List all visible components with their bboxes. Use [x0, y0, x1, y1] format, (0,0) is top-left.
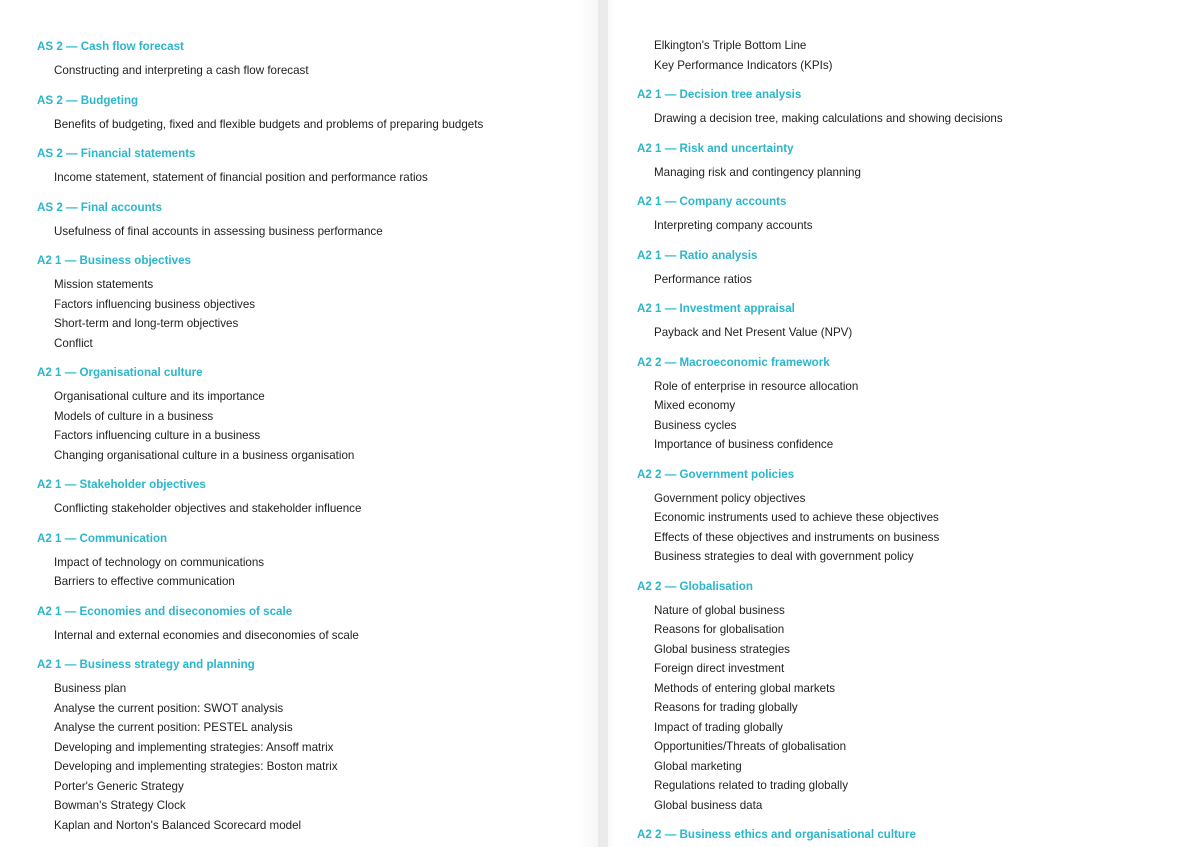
topic-item: Payback and Net Present Value (NPV)	[654, 326, 853, 339]
section-heading: A2 1 — Business strategy and planning	[37, 658, 255, 671]
topic-section	[637, 142, 1200, 183]
topic-list	[637, 489, 1200, 567]
section-heading: A2 2 — Globalisation	[637, 579, 753, 593]
section-heading: A2 1 — Business objectives	[37, 254, 192, 267]
section-heading: AS 2 — Cash flow forecast	[37, 40, 184, 53]
topic-list	[637, 601, 1200, 816]
topic-item: Barriers to effective communication	[54, 575, 235, 588]
topic-list	[637, 323, 1200, 343]
topic-item: Constructing and interpreting a cash flow forecast	[54, 64, 309, 77]
topic-item: Models of culture in a business	[54, 409, 214, 423]
topic-list	[37, 387, 600, 465]
topic-section	[37, 658, 600, 835]
topic-item: Impact of technology on communications	[54, 555, 265, 569]
topic-list	[37, 553, 600, 592]
topic-list	[637, 377, 1200, 455]
topic-section	[637, 356, 1200, 455]
topic-item: Economic instruments used to achieve these objectives	[654, 511, 939, 524]
topic-section	[37, 254, 600, 353]
topic-item: Mission statements	[54, 278, 154, 291]
topic-list	[637, 109, 1200, 129]
topic-item: Global marketing	[654, 759, 742, 773]
topic-section	[37, 40, 600, 81]
topic-list	[37, 626, 600, 646]
topic-item: Factors influencing business objectives	[54, 297, 256, 311]
section-heading: A2 1 — Communication	[37, 531, 168, 545]
topic-section	[37, 147, 600, 188]
topic-section	[37, 201, 600, 242]
topic-item: Foreign direct investment	[654, 662, 785, 675]
topic-item: Global business data	[654, 798, 763, 812]
topic-list	[37, 275, 600, 353]
topic-item: Conflicting stakeholder objectives and stakeholder influence	[54, 502, 362, 515]
topic-item: Methods of entering global markets	[654, 681, 836, 695]
topic-item: Developing and implementing strategies: Ansoff matrix	[54, 740, 334, 754]
right-page	[600, 0, 1200, 847]
topic-list	[637, 270, 1200, 290]
topic-item: Business cycles	[654, 418, 737, 432]
topic-item: Developing and implementing strategies: Boston matrix	[54, 760, 338, 773]
topic-section	[637, 828, 1200, 842]
topic-list	[37, 115, 600, 135]
topic-section	[637, 195, 1200, 236]
topic-list	[37, 168, 600, 188]
section-heading: A2 1 — Stakeholder objectives	[37, 478, 206, 491]
topic-item: Interpreting company accounts	[654, 219, 813, 232]
topic-item: Factors influencing culture in a business	[54, 429, 261, 442]
topic-item: Benefits of budgeting, fixed and flexible budgets and problems of preparing budgets	[54, 117, 484, 131]
topic-section	[637, 249, 1200, 290]
topic-item: Income statement, statement of financial position and performance ratios	[54, 171, 428, 184]
topic-item: Performance ratios	[654, 272, 752, 286]
topic-item: Internal and external economies and diseconomies of scale	[54, 628, 359, 642]
topic-item: Regulations related to trading globally	[654, 779, 848, 792]
topic-item: Nature of global business	[654, 603, 785, 617]
topic-section	[637, 580, 1200, 816]
topic-item: Business plan	[54, 682, 127, 695]
topic-item: Opportunities/Threats of globalisation	[654, 740, 847, 753]
topic-item: Analyse the current position: SWOT analysis	[54, 701, 284, 715]
topic-item: Effects of these objectives and instruments on business	[654, 530, 940, 544]
topic-item: Reasons for trading globally	[654, 701, 798, 714]
topic-item: Analyse the current position: PESTEL analysis	[54, 721, 293, 734]
continued-topic-list	[637, 36, 1200, 75]
section-heading: A2 1 — Risk and uncertainty	[637, 141, 794, 155]
topic-item: Role of enterprise in resource allocation	[654, 379, 859, 393]
section-heading: A2 1 — Ratio analysis	[637, 248, 758, 262]
section-heading: A2 1 — Decision tree analysis	[637, 88, 802, 101]
section-heading: A2 2 — Government policies	[637, 467, 795, 481]
topic-item: Key Performance Indicators (KPIs)	[654, 58, 833, 72]
topic-list	[37, 222, 600, 242]
topic-list	[637, 163, 1200, 183]
topic-section	[37, 94, 600, 135]
topic-item: Reasons for globalisation	[654, 623, 785, 636]
topic-section	[637, 302, 1200, 343]
topic-item: Drawing a decision tree, making calculations and showing decisions	[654, 112, 1003, 125]
topic-item: Elkington's Triple Bottom Line	[654, 39, 807, 52]
section-heading: A2 1 — Organisational culture	[37, 366, 203, 379]
topic-section	[37, 605, 600, 646]
section-heading: A2 1 — Economies and diseconomies of scale	[37, 604, 293, 618]
topic-item: Changing organisational culture in a business organisation	[54, 448, 355, 462]
topic-list	[637, 216, 1200, 236]
topic-item: Mixed economy	[654, 399, 736, 412]
topic-item: Impact of trading globally	[654, 720, 783, 734]
section-heading: A2 1 — Company accounts	[637, 195, 787, 208]
section-heading: AS 2 — Budgeting	[37, 93, 139, 107]
topic-item: Managing risk and contingency planning	[654, 165, 861, 179]
topic-item: Importance of business confidence	[654, 438, 834, 451]
topic-item: Usefulness of final accounts in assessing business performance	[54, 224, 383, 238]
section-heading: A2 1 — Investment appraisal	[637, 302, 795, 315]
topic-section	[37, 366, 600, 465]
topic-item: Business strategies to deal with government policy	[654, 550, 914, 563]
section-heading: AS 2 — Financial statements	[37, 147, 196, 160]
topic-item: Bowman's Strategy Clock	[54, 799, 186, 812]
topic-list	[37, 499, 600, 519]
topic-list	[37, 61, 600, 81]
topic-item: Conflict	[54, 336, 93, 350]
topic-section	[37, 532, 600, 592]
topic-item: Porter's Generic Strategy	[54, 779, 184, 793]
topic-list	[37, 679, 600, 835]
topic-section	[637, 88, 1200, 129]
topic-item: Global business strategies	[654, 642, 790, 656]
topic-item: Organisational culture and its importance	[54, 390, 265, 403]
topic-item: Short-term and long-term objectives	[54, 317, 239, 330]
section-heading: AS 2 — Final accounts	[37, 200, 162, 214]
topic-section	[37, 478, 600, 519]
section-heading: A2 2 — Business ethics and organisational culture	[637, 828, 916, 841]
topic-section	[637, 468, 1200, 567]
topic-item: Kaplan and Norton's Balanced Scorecard model	[54, 818, 302, 832]
section-heading: A2 2 — Macroeconomic framework	[637, 355, 830, 369]
topic-item: Government policy objectives	[654, 491, 806, 505]
